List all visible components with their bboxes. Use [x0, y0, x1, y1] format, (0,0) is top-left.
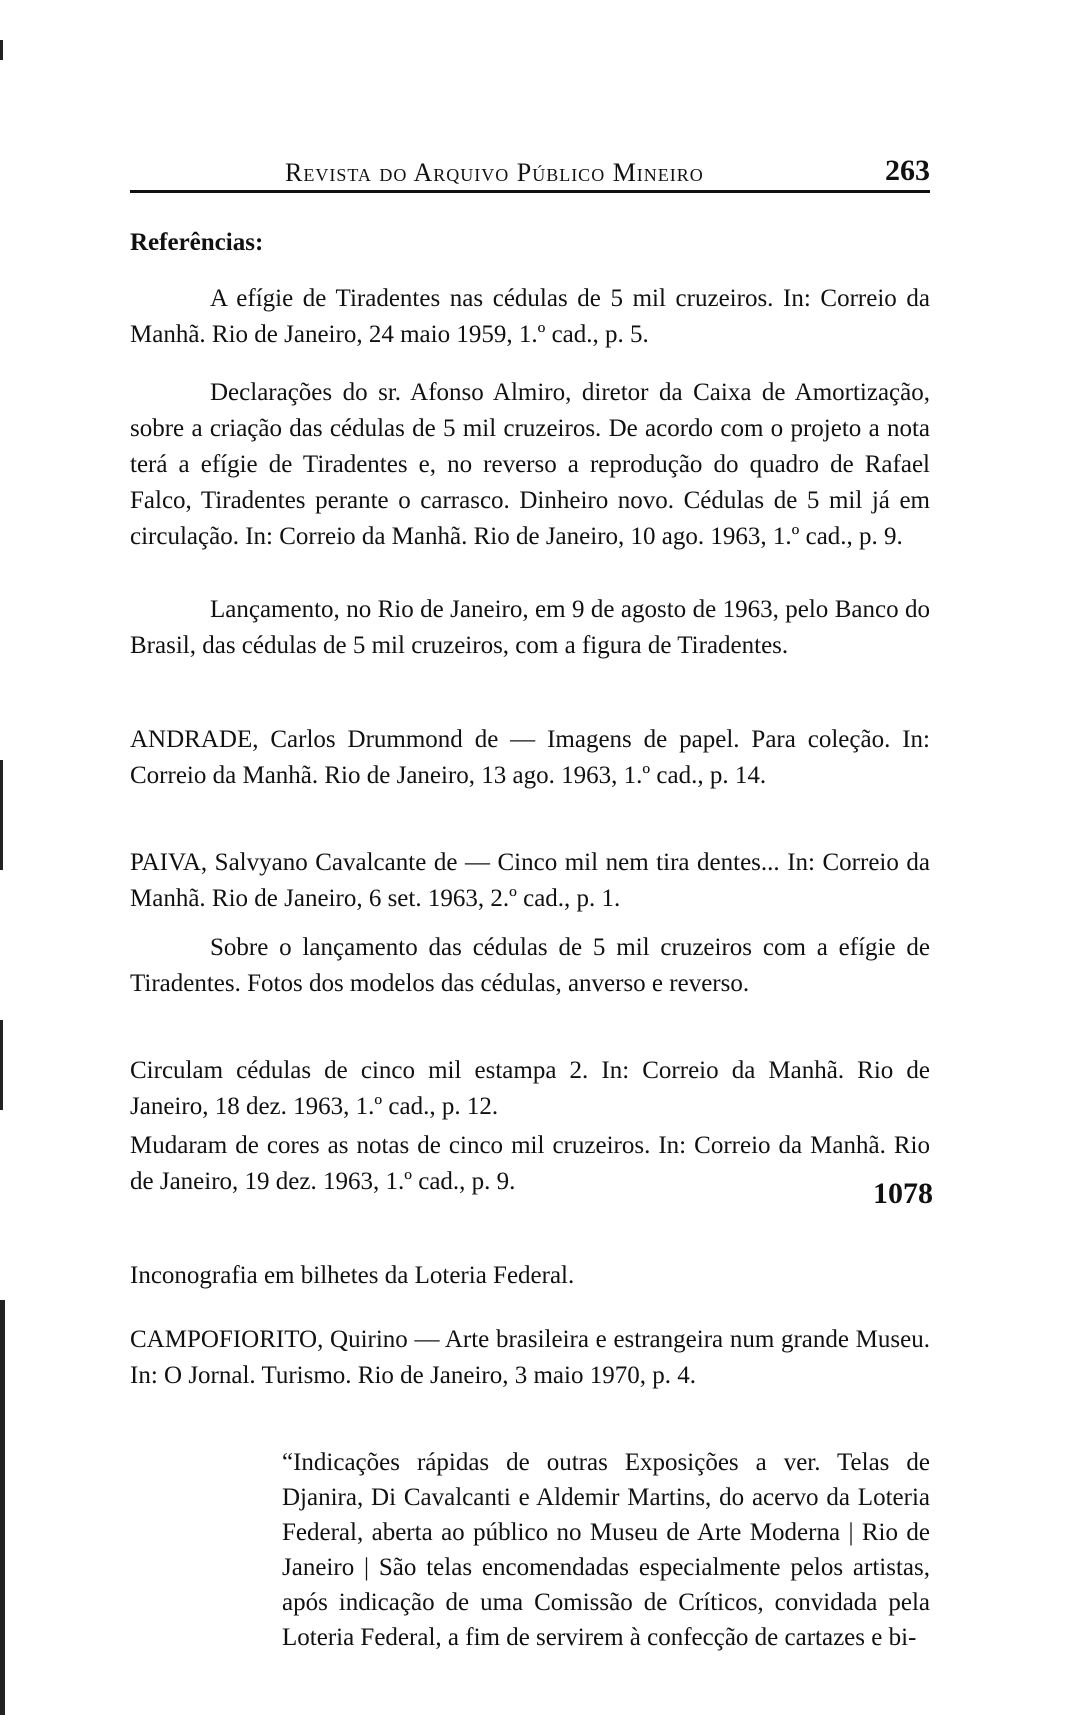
scan-edge-mark — [0, 1020, 3, 1110]
reference-paragraph: Lançamento, no Rio de Janeiro, em 9 de agosto de 1963, pelo Banco do Brasil, das cédulas de 5 mil cruzeiros, com a figura de Tiradentes. — [130, 596, 930, 659]
iconography-heading: Inconografia em bilhetes da Loteria Federal. — [130, 1262, 575, 1289]
reference-paragraph: Mudaram de cores as notas de cinco mil cruzeiros. In: Correio da Manhã. Rio de Janeiro, 19 dez. 1963, 1.º cad., p. 9. — [130, 1132, 930, 1195]
reference-paragraph: PAIVA, Salvyano Cavalcante de — Cinco mil nem tira dentes... In: Correio da Manhã. Rio de Janeiro, 6 set. 1963, 2.º cad., p. 1. — [130, 849, 930, 912]
running-title: Revista do Arquivo Público Mineiro — [285, 158, 704, 187]
reference-paragraph: Declarações do sr. Afonso Almiro, diretor da Caixa de Amortização, sobre a criação das cédulas de 5 mil cruzeiros. De acordo com o projeto a nota terá a efígie de Tiradentes e, no reverso a reprodução do quadro de Rafael Falco, Tiradentes perante o carrasco. Dinheiro novo. Cédulas de 5 mil já em circulação. In: Correio da Manhã. Rio de Janeiro, 10 ago. 1963, 1.º cad., p. 9. — [130, 379, 930, 550]
reference-paragraph: ANDRADE, Carlos Drummond de — Imagens de papel. Para coleção. In: Correio da Manhã. Rio de Janeiro, 13 ago. 1963, 1.º cad., p. 14. — [130, 726, 930, 789]
scan-edge-mark — [0, 1300, 5, 1715]
reference-paragraph: Sobre o lançamento das cédulas de 5 mil cruzeiros com a efígie de Tiradentes. Fotos dos modelos das cédulas, anverso e reverso. — [130, 934, 930, 997]
reference-paragraph: A efígie de Tiradentes nas cédulas de 5 mil cruzeiros. In: Correio da Manhã. Rio de Janeiro, 24 maio 1959, 1.º cad., p. 5. — [130, 285, 930, 348]
reference-paragraph: CAMPOFIORITO, Quirino — Arte brasileira e estrangeira num grande Museu. In: O Jornal. Turismo. Rio de Janeiro, 3 maio 1970, p. 4. — [130, 1326, 930, 1389]
catalog-number: 1078 — [873, 1177, 933, 1210]
reference-paragraph: Circulam cédulas de cinco mil estampa 2. In: Correio da Manhã. Rio de Janeiro, 18 dez. 1963, 1.º cad., p. 12. — [130, 1057, 930, 1120]
scan-edge-mark — [0, 40, 3, 60]
quotation-block: “Indicações rápidas de outras Exposições a ver. Telas de Djanira, Di Cavalcanti e Aldemir Martins, do acervo da Loteria Federal, aberta ao público no Museu de Arte Moderna | Rio de Janeiro | São telas encomendadas especialmente pelos artistas, após indicação de uma Comissão de Críticos, convidada pela Loteria Federal, a fim de servirem à confecção de cartazes e bi- — [282, 1449, 930, 1651]
scan-edge-mark — [0, 760, 3, 870]
references-heading: Referências: — [130, 229, 264, 256]
page-header — [130, 150, 930, 193]
page-number: 263 — [885, 154, 930, 187]
